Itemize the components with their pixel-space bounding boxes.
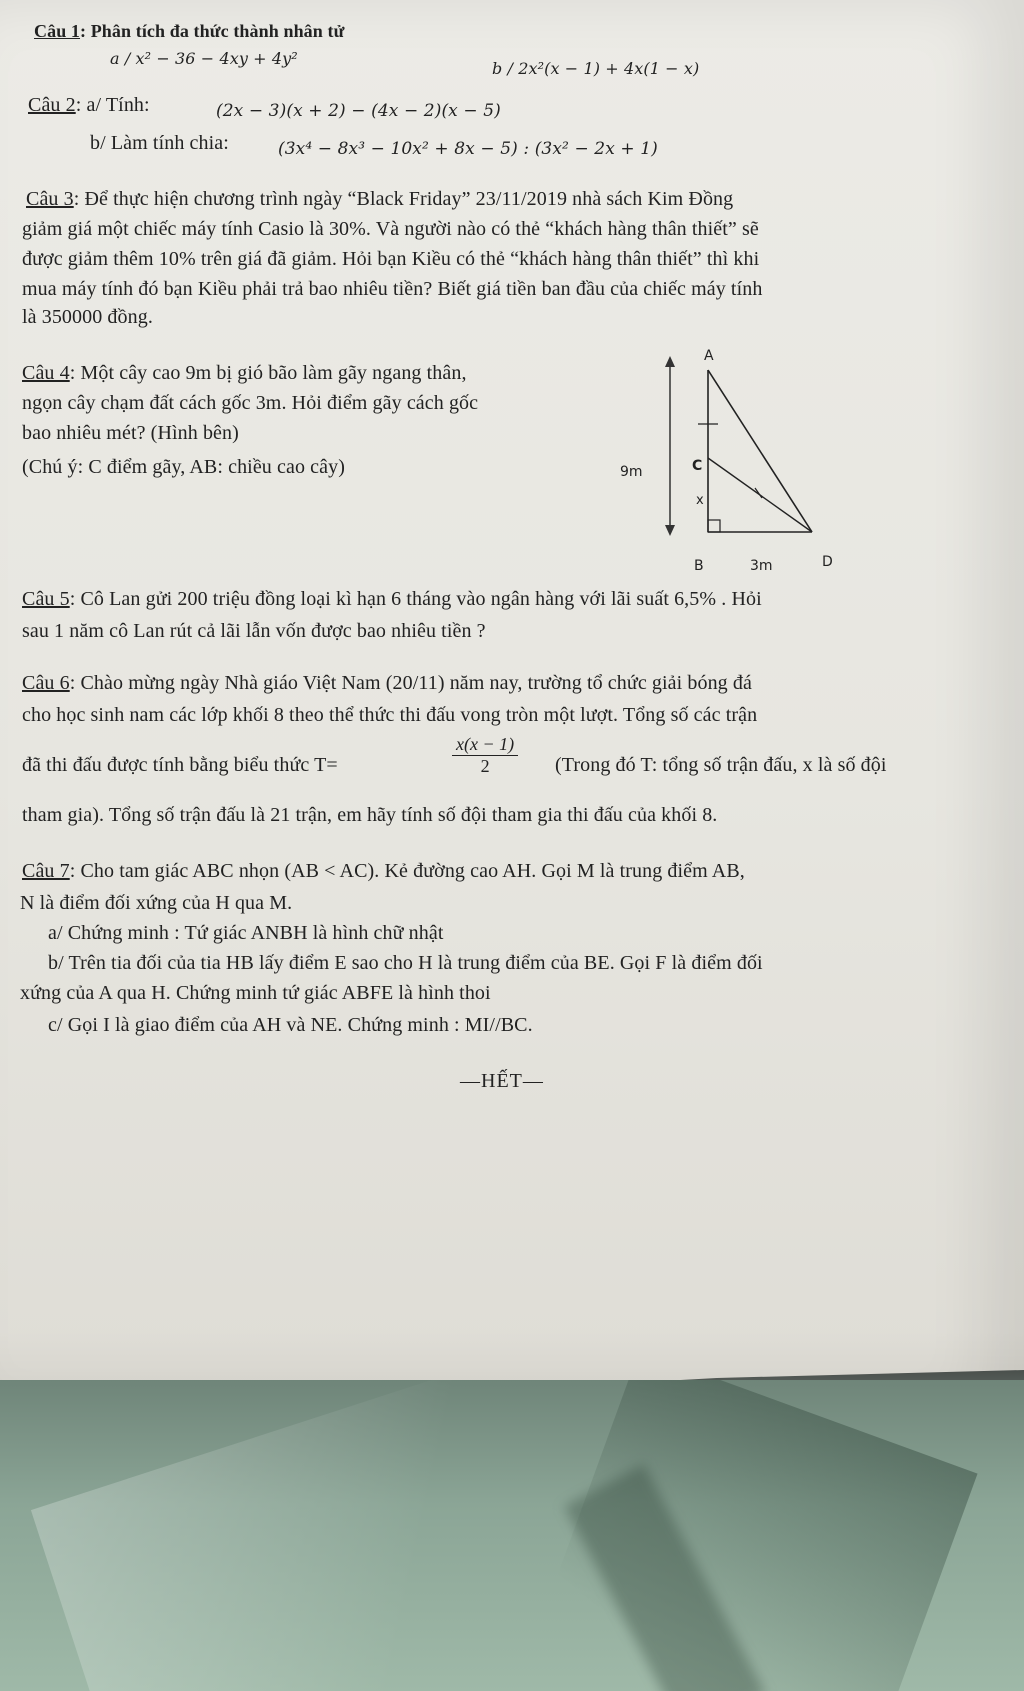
q3-line2: giảm giá một chiếc máy tính Casio là 30%. Và người nào có thẻ “khách hàng thân thiết” sẽ [22,218,759,240]
end-marker: —HẾT— [460,1070,544,1092]
green-cloth-background [0,1380,1024,1691]
q4-line1: Câu 4: Một cây cao 9m bị gió bão làm gãy ngang thân, [22,362,467,384]
label-3m: 3m [750,558,773,574]
q4-figure [600,340,860,580]
label-x: x [696,493,704,508]
q5-line1: Câu 5: Cô Lan gửi 200 triệu đồng loại kì hạn 6 tháng vào ngân hàng với lãi suất 6,5% . Hỏi [22,588,762,610]
q6-line3a: đã thi đấu được tính bằng biểu thức T= [22,754,338,776]
q3-line1: Câu 3: Để thực hiện chương trình ngày “Black Friday” 23/11/2019 nhà sách Kim Đồng [26,188,734,210]
fraction-denominator: 2 [480,756,490,776]
q3-line4: mua máy tính đó bạn Kiều phải trả bao nhiêu tiền? Biết giá tiền ban đầu của chiếc máy tính [22,278,763,300]
q4-line4: (Chú ý: C điểm gãy, AB: chiều cao cây) [22,456,345,478]
q4-line2: ngọn cây chạm đất cách gốc 3m. Hỏi điểm gãy cách gốc [22,392,479,414]
label-D: D [822,554,833,570]
q2-a-prefix: : a/ Tính: [75,94,150,116]
q5-label: Câu 5 [22,588,70,610]
q1-text: : Phân tích đa thức thành nhân tử [80,21,345,41]
right-angle-mark [708,520,720,532]
q4-label: Câu 4 [22,362,70,384]
q7-line1: Câu 7: Cho tam giác ABC nhọn (AB < AC). Kẻ đường cao AH. Gọi M là trung điểm AB, [22,860,745,882]
q1-heading [34,18,344,44]
q1-part-b: b / 2x²(x − 1) + 4x(1 − x) [492,59,700,78]
q6-line2: cho học sinh nam các lớp khối 8 theo thể thức thi đấu vong tròn một lượt. Tổng số các trận [22,704,758,726]
q7-line6: c/ Gọi I là giao điểm của AH và NE. Chứng minh : MI//BC. [48,1014,533,1036]
q6-line1: Câu 6: Chào mừng ngày Nhà giáo Việt Nam (20/11) năm nay, trường tổ chức giải bóng đá [22,672,752,694]
q7-label: Câu 7 [22,860,70,882]
q6-line4: tham gia). Tổng số trận đấu là 21 trận, em hãy tính số đội tham gia thi đấu của khối 8. [22,804,718,826]
q7-line4: b/ Trên tia đối của tia HB lấy điểm E sao cho H là trung điểm của BE. Gọi F là điểm đối [48,952,763,974]
q3-line5: là 350000 đồng. [22,306,153,328]
q2-a-expr: (2x − 3)(x + 2) − (4x − 2)(x − 5) [216,101,501,121]
formula-fraction [452,734,518,777]
q2-label: Câu 2 [28,94,76,116]
fraction-numerator: x(x − 1) [452,734,518,756]
label-A: A [704,348,714,364]
q2-b-prefix: b/ Làm tính chia: [90,132,229,154]
hypotenuse-AD [708,370,812,532]
q2-b-expr: (3x⁴ − 8x³ − 10x² + 8x − 5) : (3x² − 2x + 1) [278,139,658,159]
q7-line3: a/ Chứng minh : Tứ giác ANBH là hình chữ nhật [48,922,444,944]
arrow-up-icon [665,356,675,367]
q6-label: Câu 6 [22,672,70,694]
arrow-down-icon [665,525,675,536]
q5-line2: sau 1 năm cô Lan rút cả lãi lẫn vốn được bao nhiêu tiền ? [22,620,486,642]
label-C: C [692,458,703,474]
q6-line3b: (Trong đó T: tổng số trận đấu, x là số đội [555,754,887,776]
q3-label: Câu 3 [26,188,74,210]
label-B: B [694,558,704,574]
q7-line5: xứng của A qua H. Chứng minh tứ giác ABFE là hình thoi [20,982,491,1004]
label-9m: 9m [620,464,643,480]
q3-line3: được giảm thêm 10% trên giá đã giảm. Hỏi bạn Kiều có thẻ “khách hàng thân thiết” thì khi [22,248,760,270]
q7-line2: N là điểm đối xứng của H qua M. [20,892,293,914]
q4-line3: bao nhiêu mét? (Hình bên) [22,422,239,444]
q1-label: Câu 1 [34,21,81,41]
q2-heading [28,92,150,118]
q1-part-a: a / x² − 36 − 4xy + 4y² [110,49,298,68]
